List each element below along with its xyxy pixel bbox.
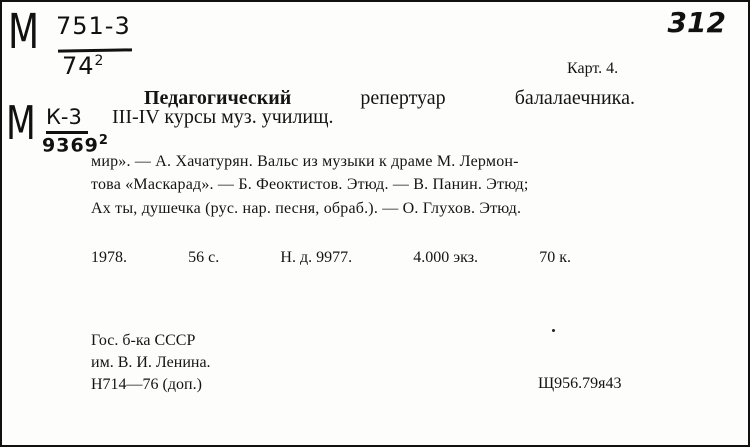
handwritten-call-number-top: 751-3 <box>56 12 131 40</box>
footer-line-1: Гос. б-ка СССР <box>91 332 196 349</box>
handwritten-call2-top <box>46 105 82 129</box>
speck-mark <box>552 329 555 332</box>
handwritten-m-letter: М <box>8 4 40 60</box>
course-line <box>112 106 334 129</box>
body-line-1: мир». — А. Хачатурян. Вальс из музыки к драме М. Лермон- <box>91 153 519 170</box>
call2-top-text: К-3 <box>46 105 82 129</box>
call-number-bottom-text: 74 <box>62 52 95 80</box>
footer-line-2: им. В. И. Ленина. <box>91 354 211 371</box>
card-number: Карт. 4. <box>567 60 619 77</box>
pub-pages: 56 с. <box>188 249 220 266</box>
handwritten-call-number-bottom <box>62 52 104 80</box>
course-line-text: III-IV курсы муз. училищ. <box>112 106 334 128</box>
call2-sup: 2 <box>98 133 109 148</box>
call-number-sup: 2 <box>94 53 105 69</box>
body-line-3: Ах ты, душечка (рус. нар. песня, обраб.). — О. Глухов. Этюд. <box>91 200 522 217</box>
body-line-2: това «Маскарад». — Б. Феоктистов. Этюд. — В. Панин. Этюд; <box>91 176 529 193</box>
title-word-3: балалаечника. <box>514 87 635 109</box>
publication-info <box>91 249 571 267</box>
title-word-1: Педагогический <box>144 87 292 109</box>
handwritten-m-letter-2: М <box>6 96 36 150</box>
title-word-2: репертуар <box>360 87 446 109</box>
pub-year: 1978. <box>91 249 127 266</box>
stamp-number: 312 <box>667 6 726 39</box>
footer-line-3: Н714—76 (доп.) <box>91 376 202 393</box>
pub-copies: 4.000 экз. <box>413 249 479 266</box>
pub-order: Н. д. 9977. <box>280 249 353 266</box>
classification-code: Щ956.79я43 <box>538 375 622 392</box>
call2-bottom-text: 9369 <box>42 134 99 157</box>
pub-price: 70 к. <box>539 249 571 266</box>
